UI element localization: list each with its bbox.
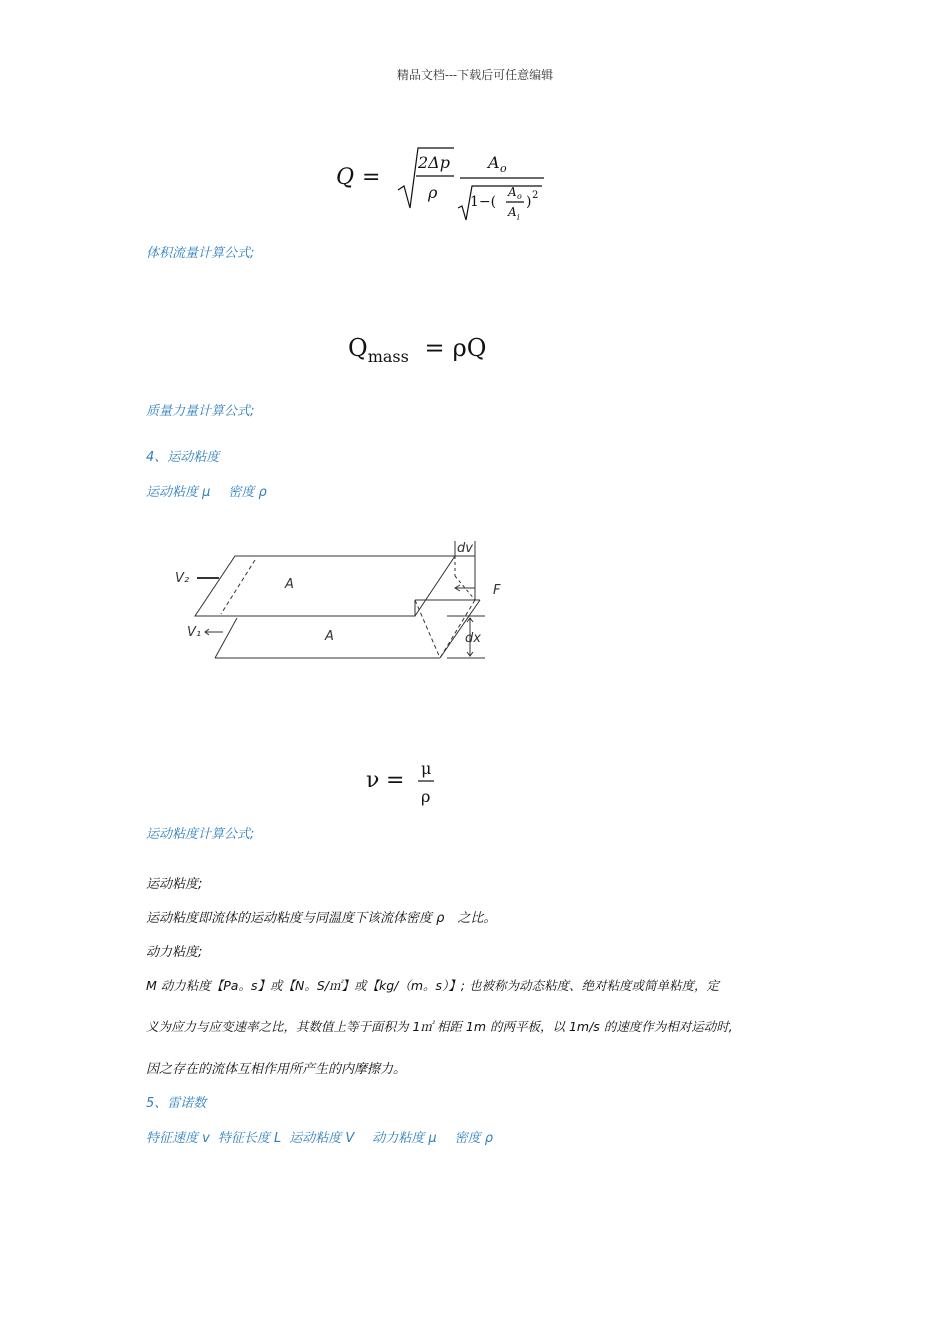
qmass-q: Q	[348, 334, 368, 362]
label-v2: V₂	[175, 571, 190, 586]
formula-a-o: A	[488, 153, 500, 172]
label-dyn-viscosity: 动力粘度 μ	[372, 1131, 437, 1146]
qmass-rhs: ρQ	[452, 334, 487, 362]
label-dx: dx	[465, 631, 481, 646]
qmass-sub: mass	[367, 346, 409, 366]
label-v1: V₁	[187, 625, 202, 640]
formula-a-i: A	[508, 205, 517, 219]
para-viscosity-density	[146, 481, 267, 500]
label-kin-viscosity: 运动粘度 V	[289, 1131, 355, 1146]
label-f: F	[493, 583, 501, 598]
label-viscosity-mu: 运动粘度 μ	[146, 485, 211, 500]
heading-dynamic-viscosity: 动力粘度;	[146, 945, 203, 960]
volume-flow-formula	[330, 140, 560, 230]
formula-close: )	[526, 194, 532, 210]
page-header: 精品文档---下载后可任意编辑	[396, 68, 554, 82]
formula-a-i-num: A	[508, 185, 517, 199]
mass-flow-formula	[348, 334, 486, 366]
para-dynamic-line1: M 动力粘度【Pa。s】或【N。S/㎡】或【kg/（m。s）】; 也被称为动态粘度、绝对粘度或简单粘度，定	[146, 978, 719, 993]
label-density-rho: 密度 ρ	[228, 485, 267, 500]
formula-a-i-num-sub: o	[517, 192, 522, 201]
qmass-eq: =	[424, 334, 445, 362]
para-kinematic-definition: 运动粘度即流体的运动粘度与同温度下该流体密度 ρ 之比。	[146, 911, 497, 926]
formula-pow2: 2	[532, 190, 539, 201]
label-density: 密度 ρ	[454, 1131, 494, 1146]
kinematic-viscosity-formula	[360, 752, 450, 812]
formula-nu-eq: =	[386, 768, 405, 793]
label-a-bottom: A	[325, 629, 334, 644]
formula-nu-rho: ρ	[421, 787, 431, 806]
section-kinematic-viscosity: 4、运动粘度	[146, 450, 220, 465]
para-mass-flow: 质量力量计算公式;	[146, 404, 255, 419]
label-char-velocity: 特征速度 v	[146, 1131, 210, 1146]
para-dynamic-line3: 因之存在的流体互相作用所产生的内摩擦力。	[146, 1062, 407, 1077]
formula-nu: ν	[366, 768, 380, 793]
formula-mu: μ	[421, 759, 432, 778]
label-char-length: 特征长度 L	[217, 1131, 282, 1146]
para-dynamic-line2: 义为应力与应变速率之比，其数值上等于面积为 1㎡ 相距 1m 的两平板，以 1m/s 的速度作为相对运动时,	[146, 1019, 733, 1034]
para-kinematic-formula: 运动粘度计算公式;	[146, 827, 255, 842]
label-dv: dv	[457, 541, 473, 556]
formula-q: Q	[336, 165, 355, 190]
formula-eq: =	[362, 165, 381, 190]
formula-sub-o: o	[500, 162, 507, 175]
label-a-top: A	[285, 577, 294, 592]
parallel-plates-diagram	[175, 536, 515, 666]
formula-rho: ρ	[428, 183, 438, 202]
formula-one-minus: 1−(	[470, 194, 497, 210]
para-volume-flow: 体积流量计算公式;	[146, 246, 255, 261]
section-reynolds-number: 5、雷诺数	[146, 1096, 207, 1111]
formula-sub-i: i	[517, 213, 520, 222]
formula-two-dp: 2Δp	[418, 153, 450, 172]
heading-kinematic-viscosity: 运动粘度;	[146, 877, 203, 892]
para-reynolds-variables	[146, 1127, 493, 1146]
